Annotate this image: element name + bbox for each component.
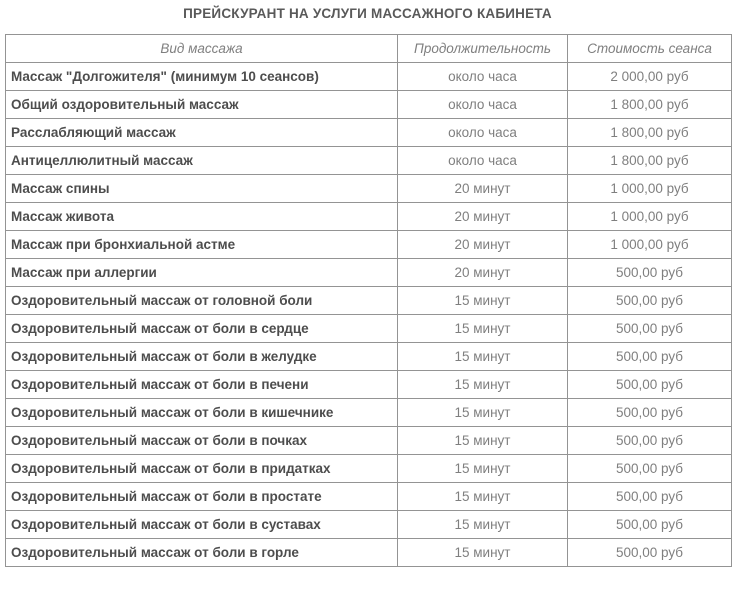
- table-row: [6, 63, 732, 91]
- service-cell: Оздоровительный массаж от боли в придатках: [6, 455, 398, 483]
- duration-cell: 15 минут: [398, 287, 568, 315]
- service-cell: Массаж спины: [6, 175, 398, 203]
- duration-cell: 15 минут: [398, 455, 568, 483]
- price-cell: 500,00 руб: [568, 511, 732, 539]
- table-row: [6, 119, 732, 147]
- duration-cell: 15 минут: [398, 315, 568, 343]
- table-row: [6, 231, 732, 259]
- price-cell: 1 000,00 руб: [568, 231, 732, 259]
- table-row: [6, 427, 732, 455]
- table-row: [6, 203, 732, 231]
- price-cell: 500,00 руб: [568, 483, 732, 511]
- price-cell: 500,00 руб: [568, 287, 732, 315]
- table-row: [6, 287, 732, 315]
- service-cell: Оздоровительный массаж от боли в желудке: [6, 343, 398, 371]
- duration-cell: около часа: [398, 119, 568, 147]
- duration-cell: 20 минут: [398, 259, 568, 287]
- table-row: [6, 343, 732, 371]
- duration-cell: около часа: [398, 63, 568, 91]
- service-cell: Расслабляющий массаж: [6, 119, 398, 147]
- duration-cell: 20 минут: [398, 231, 568, 259]
- service-cell: Оздоровительный массаж от боли в кишечнике: [6, 399, 398, 427]
- price-cell: 500,00 руб: [568, 371, 732, 399]
- column-header-duration: Продолжительность: [398, 35, 568, 63]
- service-cell: Оздоровительный массаж от боли в простате: [6, 483, 398, 511]
- price-cell: 500,00 руб: [568, 315, 732, 343]
- table-row: [6, 455, 732, 483]
- duration-cell: 15 минут: [398, 399, 568, 427]
- duration-cell: 20 минут: [398, 175, 568, 203]
- service-cell: Оздоровительный массаж от боли в сердце: [6, 315, 398, 343]
- price-cell: 1 000,00 руб: [568, 203, 732, 231]
- price-table: [5, 34, 732, 567]
- duration-cell: 15 минут: [398, 539, 568, 567]
- duration-cell: 15 минут: [398, 427, 568, 455]
- duration-cell: около часа: [398, 147, 568, 175]
- table-row: [6, 259, 732, 287]
- service-cell: Оздоровительный массаж от боли в печени: [6, 371, 398, 399]
- table-row: [6, 91, 732, 119]
- price-cell: 2 000,00 руб: [568, 63, 732, 91]
- header-row: [6, 35, 732, 63]
- duration-cell: 15 минут: [398, 343, 568, 371]
- table-row: [6, 483, 732, 511]
- price-cell: 1 800,00 руб: [568, 119, 732, 147]
- service-cell: Общий оздоровительный массаж: [6, 91, 398, 119]
- price-cell: 500,00 руб: [568, 427, 732, 455]
- duration-cell: около часа: [398, 91, 568, 119]
- price-cell: 500,00 руб: [568, 259, 732, 287]
- duration-cell: 15 минут: [398, 511, 568, 539]
- price-cell: 1 800,00 руб: [568, 91, 732, 119]
- service-cell: Оздоровительный массаж от боли в горле: [6, 539, 398, 567]
- table-body: [6, 63, 732, 567]
- price-cell: 500,00 руб: [568, 539, 732, 567]
- table-row: [6, 539, 732, 567]
- duration-cell: 15 минут: [398, 371, 568, 399]
- table-row: [6, 315, 732, 343]
- column-header-price: Стоимость сеанса: [568, 35, 732, 63]
- service-cell: Оздоровительный массаж от боли в суставах: [6, 511, 398, 539]
- service-cell: Массаж при аллергии: [6, 259, 398, 287]
- price-cell: 500,00 руб: [568, 343, 732, 371]
- price-cell: 1 000,00 руб: [568, 175, 732, 203]
- service-cell: Оздоровительный массаж от боли в почках: [6, 427, 398, 455]
- service-cell: Массаж живота: [6, 203, 398, 231]
- service-cell: Массаж при бронхиальной астме: [6, 231, 398, 259]
- price-cell: 500,00 руб: [568, 455, 732, 483]
- service-cell: Оздоровительный массаж от головной боли: [6, 287, 398, 315]
- table-row: [6, 147, 732, 175]
- price-cell: 500,00 руб: [568, 399, 732, 427]
- table-row: [6, 371, 732, 399]
- price-cell: 1 800,00 руб: [568, 147, 732, 175]
- duration-cell: 15 минут: [398, 483, 568, 511]
- service-cell: Антицеллюлитный массаж: [6, 147, 398, 175]
- duration-cell: 20 минут: [398, 203, 568, 231]
- column-header-service: Вид массажа: [6, 35, 398, 63]
- page-title: ПРЕЙСКУРАНТ НА УСЛУГИ МАССАЖНОГО КАБИНЕТА: [183, 6, 552, 21]
- table-row: [6, 511, 732, 539]
- service-cell: Массаж "Долгожителя" (минимум 10 сеансов): [6, 63, 398, 91]
- table-row: [6, 175, 732, 203]
- table-row: [6, 399, 732, 427]
